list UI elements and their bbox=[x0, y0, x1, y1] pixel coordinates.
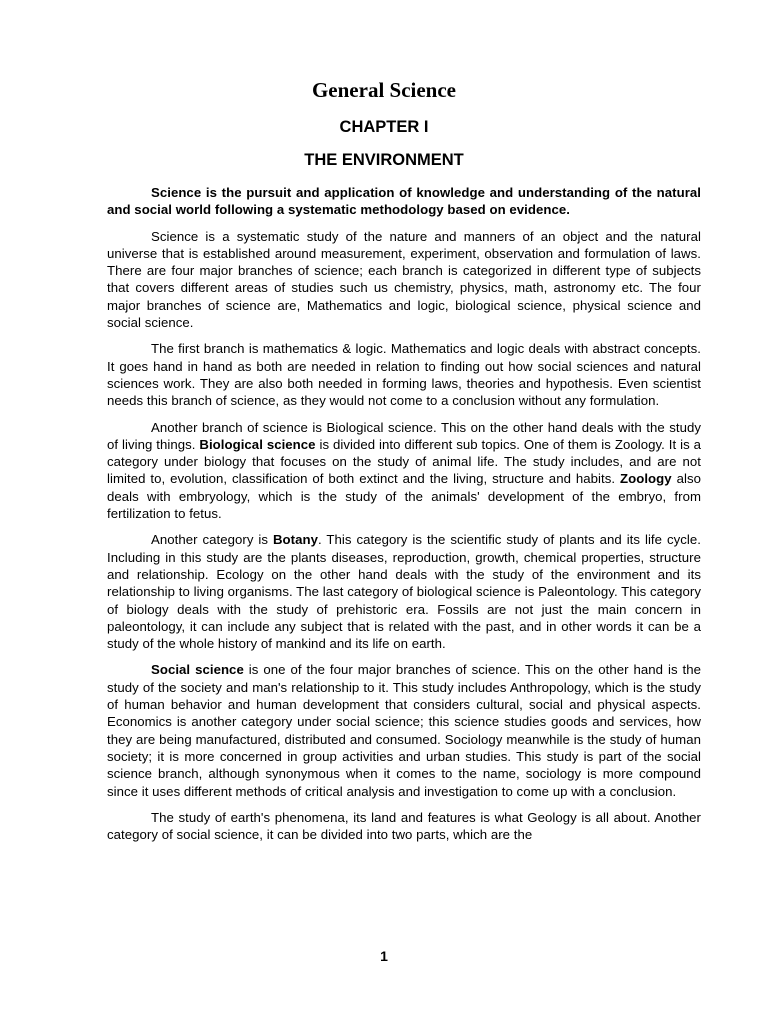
text-run: also deals with embryology, which is the study of the animals' development of the embryo, from fertilization to fetus. bbox=[107, 471, 701, 522]
page-number: 1 bbox=[380, 948, 388, 964]
paragraph-biological bbox=[107, 419, 701, 523]
paragraph-branches: Science is a systematic study of the nature and manners of an object and the natural universe that is established around measurement, experiment, observation and formulation of laws. There are four major branches of science; each branch is categorized in different type of subjects that covers different areas of studies such us chemistry, physics, math, astronomy etc. The four major branches of science are, Mathematics and logic, biological science, physical science and social science. bbox=[107, 228, 701, 331]
section-heading: THE ENVIRONMENT bbox=[304, 151, 464, 169]
text-run: . This category is the scientific study of plants and its life cycle. Including in this study are the plants diseases, reproduction, growth, chemical properties, structure and relationship. Ecology on the other hand deals with the study of the environment and its relationship to living organisms. The last category of biological science is Paleontology. This category of biology deals with the study of prehistoric era. Fossils are not just the main concern in paleontology, it can include any subject that is related with the past, and in other words it can be a study of the whole history of mankind and its life on earth. bbox=[107, 532, 701, 652]
paragraph-botany bbox=[107, 531, 701, 652]
lead-paragraph: Science is the pursuit and application of knowledge and understanding of the natural and social world following a systematic methodology based on evidence. bbox=[107, 185, 701, 218]
text-run: Another branch of science is Biological science. This on the other hand deals with the study of living things. bbox=[107, 419, 701, 452]
document-body bbox=[107, 184, 701, 852]
term-zoology: Zoology bbox=[620, 471, 672, 487]
paragraph-geology: The study of earth's phenomena, its land and features is what Geology is all about. Another category of social science, it can be divided into two parts, which are the bbox=[107, 809, 701, 843]
chapter-heading: CHAPTER I bbox=[339, 118, 429, 136]
text-run: is divided into different sub topics. One of them is Zoology. It is a category under biology that focuses on the study of animal life. The study includes, and are not limited to, evolution, classification of both extinct and the living, structure and habits. bbox=[107, 436, 702, 487]
term-biological-science: Biological science bbox=[199, 436, 316, 452]
paragraph-mathematics: The first branch is mathematics & logic. Mathematics and logic deals with abstract concepts. It goes hand in hand as both are needed in relation to finding out how social sciences and natural sciences work. They are also both needed in forming laws, theories and hypothesis. Even scientist needs this branch of science, as they would not come to a conclusion without any formulation. bbox=[107, 341, 701, 409]
paragraph-social-science bbox=[107, 661, 701, 799]
term-botany: Botany bbox=[272, 532, 318, 548]
document-title: General Science bbox=[311, 78, 457, 102]
text-run: is one of the four major branches of science. This on the other hand is the study of the society and man's relationship to it. This study includes Anthropology, which is the study of human behavior and human development that considers cultural, social and physical aspects. Economics is another category under social science; this science studies goods and services, how they are being manufactured, distributed and consumed. Sociology meanwhile is the study of human society; it is more concerned in group activities and urban studies. This study is part of the social science branch, although synonymous when it comes to the name, sociology is more compound since it uses different methods of critical analysis and investigation to come up with a conclusion. bbox=[107, 662, 702, 799]
text-run: Another category is bbox=[151, 532, 273, 548]
term-social-science: Social science bbox=[151, 662, 244, 678]
